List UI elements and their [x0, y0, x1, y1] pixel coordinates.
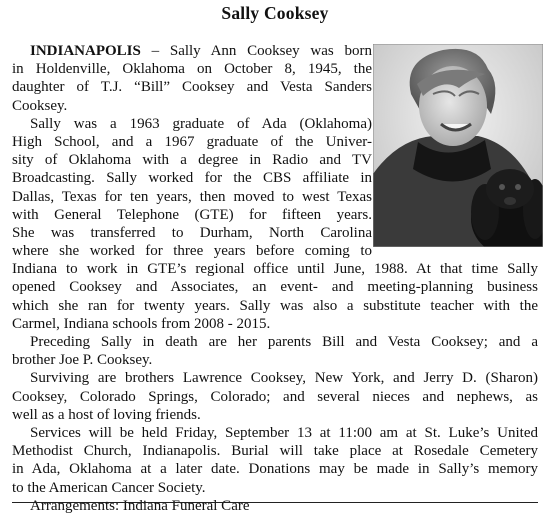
obituary-title: Sally Cooksey — [221, 3, 329, 23]
text-line-6: High School, and a 1967 graduate of the Univer- — [12, 133, 372, 150]
text-line-2: in Holdenville, Oklahoma on October 8, 1945, the — [12, 61, 372, 78]
text-line-18: brother Joe P. Cooksey. — [12, 352, 153, 369]
bottom-rule — [12, 502, 538, 503]
text-line-17: Preceding Sally in death are her parents Bill and Vesta Cooksey; and a — [30, 334, 538, 350]
text-line-22: Services will be held Friday, September 13 at 11:00 am at St. Luke’s United — [30, 424, 538, 441]
text-line-13: Indiana to work in GTE’s regional office until June, 1988. At that time Sally — [12, 261, 538, 278]
text-line-21: well as a host of loving friends. — [12, 406, 201, 423]
text-line-1: INDIANAPOLIS – Sally Ann Cooksey was born — [30, 43, 372, 59]
text-line-19: Surviving are brothers Lawrence Cooksey, New York, and Jerry D. (Sharon) — [30, 370, 538, 387]
text-line-11: She was transferred to Durham, North Carolina — [12, 224, 372, 241]
text-line-15: which she ran for twenty years. Sally was also a substitute teacher with the — [12, 297, 538, 314]
dateline: INDIANAPOLIS — [30, 43, 141, 59]
text-line-9: Dallas, Texas for ten years, then moved to west Texas — [12, 188, 372, 205]
text-line-24: in Ada, Oklahoma at a later date. Donations may be made in Sally’s memory — [12, 461, 538, 478]
text-line-12: where she worked for three years before coming to — [12, 243, 372, 260]
text-line-5: Sally was a 1963 graduate of Ada (Oklahoma) — [30, 115, 372, 132]
text-line-26: Arrangements: Indiana Funeral Care — [30, 497, 250, 514]
text-line-4: Cooksey. — [12, 97, 68, 114]
text-line-14: opened Cooksey and Associates, an event- and meeting-planning business — [12, 279, 538, 296]
text-line-20: Cooksey, Colorado Springs, Colorado; and several nieces and nephews, as — [12, 388, 538, 405]
text-line-8: Broadcasting. Sally worked for the CBS affiliate in — [12, 170, 372, 187]
text-line-16: Carmel, Indiana schools from 2008 - 2015. — [12, 315, 271, 332]
text-line-10: with General Telephone (GTE) for fifteen years. — [12, 206, 372, 223]
text-line-7: sity of Oklahoma with a degree in Radio and TV — [12, 152, 372, 169]
text-line-25: to the American Cancer Society. — [12, 479, 206, 496]
text-line-3: daughter of T.J. “Bill” Cooksey and Vesta Sanders — [12, 79, 372, 96]
text-line-23: Methodist Church, Indianapolis. Burial will take place at Rosedale Cemetery — [12, 443, 538, 460]
obituary-body — [12, 42, 538, 515]
